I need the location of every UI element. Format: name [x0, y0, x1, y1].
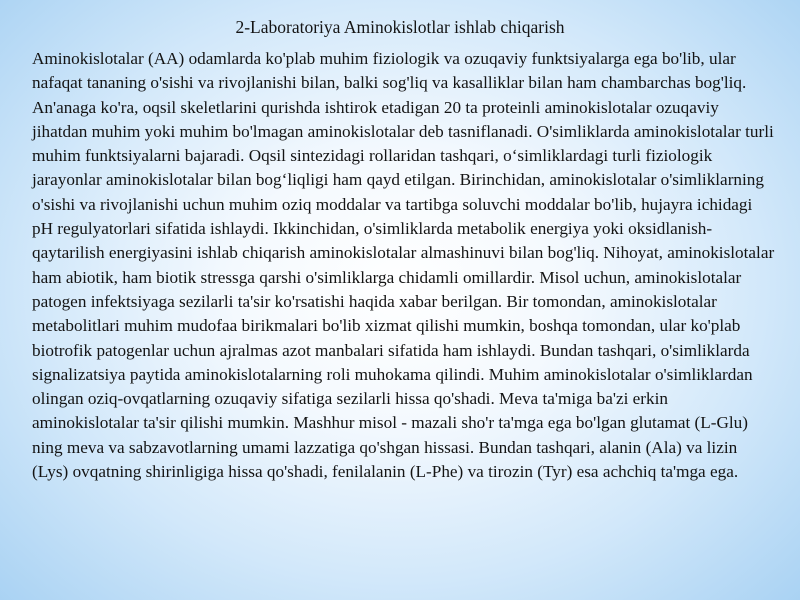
slide-body-text: Aminokislotalar (AA) odamlarda ko'plab muhim fiziologik va ozuqaviy funktsiyalarga ega bo'lib, ular nafaqat tananing o'sishi va rivojlanishi bilan, balki sog'liq va kasalliklar bilan ham chambarchas bog'liq. An'anaga ko'ra, oqsil skeletlarini qurishda ishtirok etadigan 20 ta proteinli aminokislotalar ozuqaviy jihatdan muhim yoki muhim bo'lmagan aminokislotalar deb tasniflanadi. O'simliklarda aminokislotalar turli muhim funktsiyalarni bajaradi. Oqsil sintezidagi rollaridan tashqari, o‘simliklardagi turli fiziologik jarayonlar aminokislotalar bilan bog‘liqligi ham qayd etilgan. Birinchidan, aminokislotalar o'simliklarning o'sishi va rivojlanishi uchun muhim oziq moddalar va tartibga soluvchi moddalar bo'lib, hujayra ichidagi pH regulyatorlari sifatida ishlaydi. Ikkinchidan, o'simliklarda metabolik energiya yoki oksidlanish-qaytarilish energiyasini ishlab chiqarish aminokislotalar almashinuvi bilan bog'liq. Nihoyat, aminokislotalar ham abiotik, ham biotik stressga qarshi o'simliklarga chidamli omillardir. Misol uchun, aminokislotalar patogen infektsiyaga sezilarli ta'sir ko'rsatishi haqida xabar berilgan. Bir tomondan, aminokislotalar metabolitlari muhim mudofaa birikmalari bo'lib xizmat qilishi mumkin, boshqa tomondan, ular ko'plab biotrofik patogenlar uchun ajralmas azot manbalari sifatida ham ishlaydi. Bundan tashqari, o'simliklarda signalizatsiya paytida aminokislotalarning roli muhokama qilindi. Muhim aminokislotalar o'simliklardan olingan oziq-ovqatlarning ozuqaviy sifatiga sezilarli hissa qo'shadi. Meva ta'miga ba'zi erkin aminokislotalar ta'sir qilishi mumkin. Mashhur misol - mazali sho'r ta'mga ega bo'lgan glutamat (L-Glu) ning meva va sabzavotlarning umami lazzatiga qo'shgan hissasi. Bundan tashqari, alanin (Ala) va lizin (Lys) ovqatning shirinligiga hissa qo'shadi, fenilalanin (L-Phe) va tirozin (Tyr) esa achchiq ta'mga ega. — [32, 49, 775, 482]
slide-title: 2-Laboratoriya Aminokislotlar ishlab chiqarish — [235, 17, 565, 37]
